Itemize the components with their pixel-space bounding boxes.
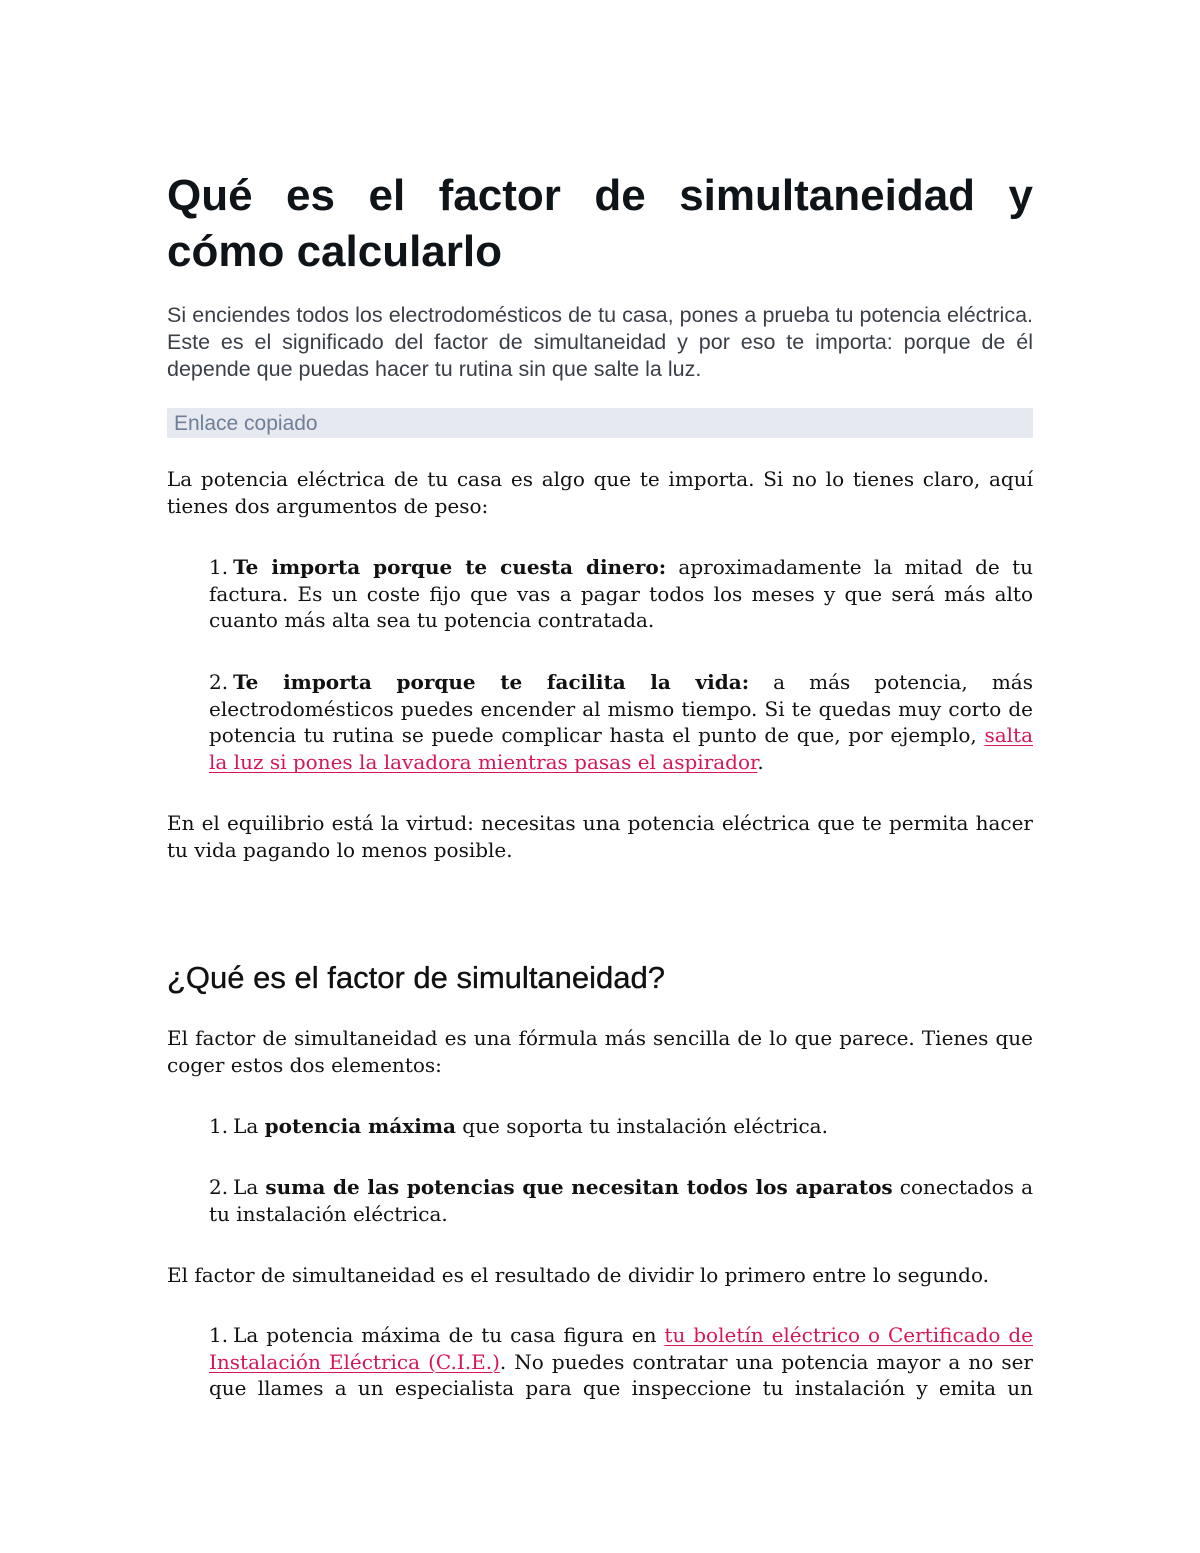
list-item-text: . No puedes contratar una potencia mayor a no ser que llames a un especialista para que inspeccione tu instalación y emita un (209, 1349, 1033, 1400)
list-item-bold: Te importa porque te cuesta dinero: (233, 555, 667, 579)
intro-paragraph: La potencia eléctrica de tu casa es algo que te importa. Si no lo tienes claro, aquí tienes dos argumentos de peso: (167, 467, 1033, 518)
list-item-text: a más potencia, más electrodomésticos puedes encender al mismo tiempo. Si te quedas muy corto de potencia tu rutina se puede complicar hasta el punto de que, por ejemplo, (209, 670, 1033, 747)
list-number: 1. (209, 1114, 229, 1138)
result-paragraph: El factor de simultaneidad es el resultado de dividir lo primero entre lo segundo. (167, 1263, 990, 1287)
list-number: 2. (209, 670, 229, 694)
list-item (209, 1113, 1033, 1140)
list-item (209, 554, 1033, 634)
list-item-bold: Te importa porque te facilita la vida: (233, 670, 750, 694)
link-copied-notice: Enlace copiado (167, 408, 1033, 438)
list-item-text: La (233, 1175, 266, 1199)
list-item-text: conectados a tu instalación eléctrica. (209, 1175, 1033, 1226)
list-item-text: que soporta tu instalación eléctrica. (455, 1114, 828, 1138)
list-item (209, 1322, 1033, 1402)
list-number: 1. (209, 1323, 229, 1347)
list-item-bold: potencia máxima (264, 1114, 456, 1138)
lead-paragraph: Si enciendes todos los electrodomésticos de tu casa, pones a prueba tu potencia eléctrica. Este es el significado del factor de simultaneidad y por eso te importa: porque de él depende que puedas hacer tu rutina sin que salte la luz. (167, 303, 1033, 381)
page-title: Qué es el factor de simultaneidad y cómo calcularlo (167, 171, 1033, 276)
list-number: 2. (209, 1175, 229, 1199)
vacuum-washer-link[interactable]: salta la luz si pones la lavadora mientras pasas el aspirador (209, 723, 1033, 774)
definition-paragraph: El factor de simultaneidad es una fórmula más sencilla de lo que parece. Tienes que coger estos dos elementos: (167, 1026, 1033, 1077)
list-item-text: La potencia máxima de tu casa figura en (233, 1323, 665, 1347)
section-heading: ¿Qué es el factor de simultaneidad? (167, 960, 665, 995)
list-item (209, 669, 1033, 775)
list-item-bold: suma de las potencias que necesitan todos los aparatos (265, 1175, 893, 1199)
balance-paragraph: En el equilibrio está la virtud: necesitas una potencia eléctrica que te permita hacer tu vida pagando lo menos posible. (167, 811, 1033, 862)
list-item-text-end: . (757, 749, 764, 774)
list-item (209, 1174, 1033, 1227)
list-item-text: La (233, 1114, 265, 1138)
certificate-link[interactable]: tu boletín eléctrico o Certificado de Instalación Eléctrica (C.I.E.) (209, 1323, 1033, 1374)
list-item-text: aproximadamente la mitad de tu factura. Es un coste fijo que vas a pagar todos los meses y que será más alto cuanto más alta sea tu potencia contratada. (209, 555, 1033, 632)
list-number: 1. (209, 555, 229, 579)
